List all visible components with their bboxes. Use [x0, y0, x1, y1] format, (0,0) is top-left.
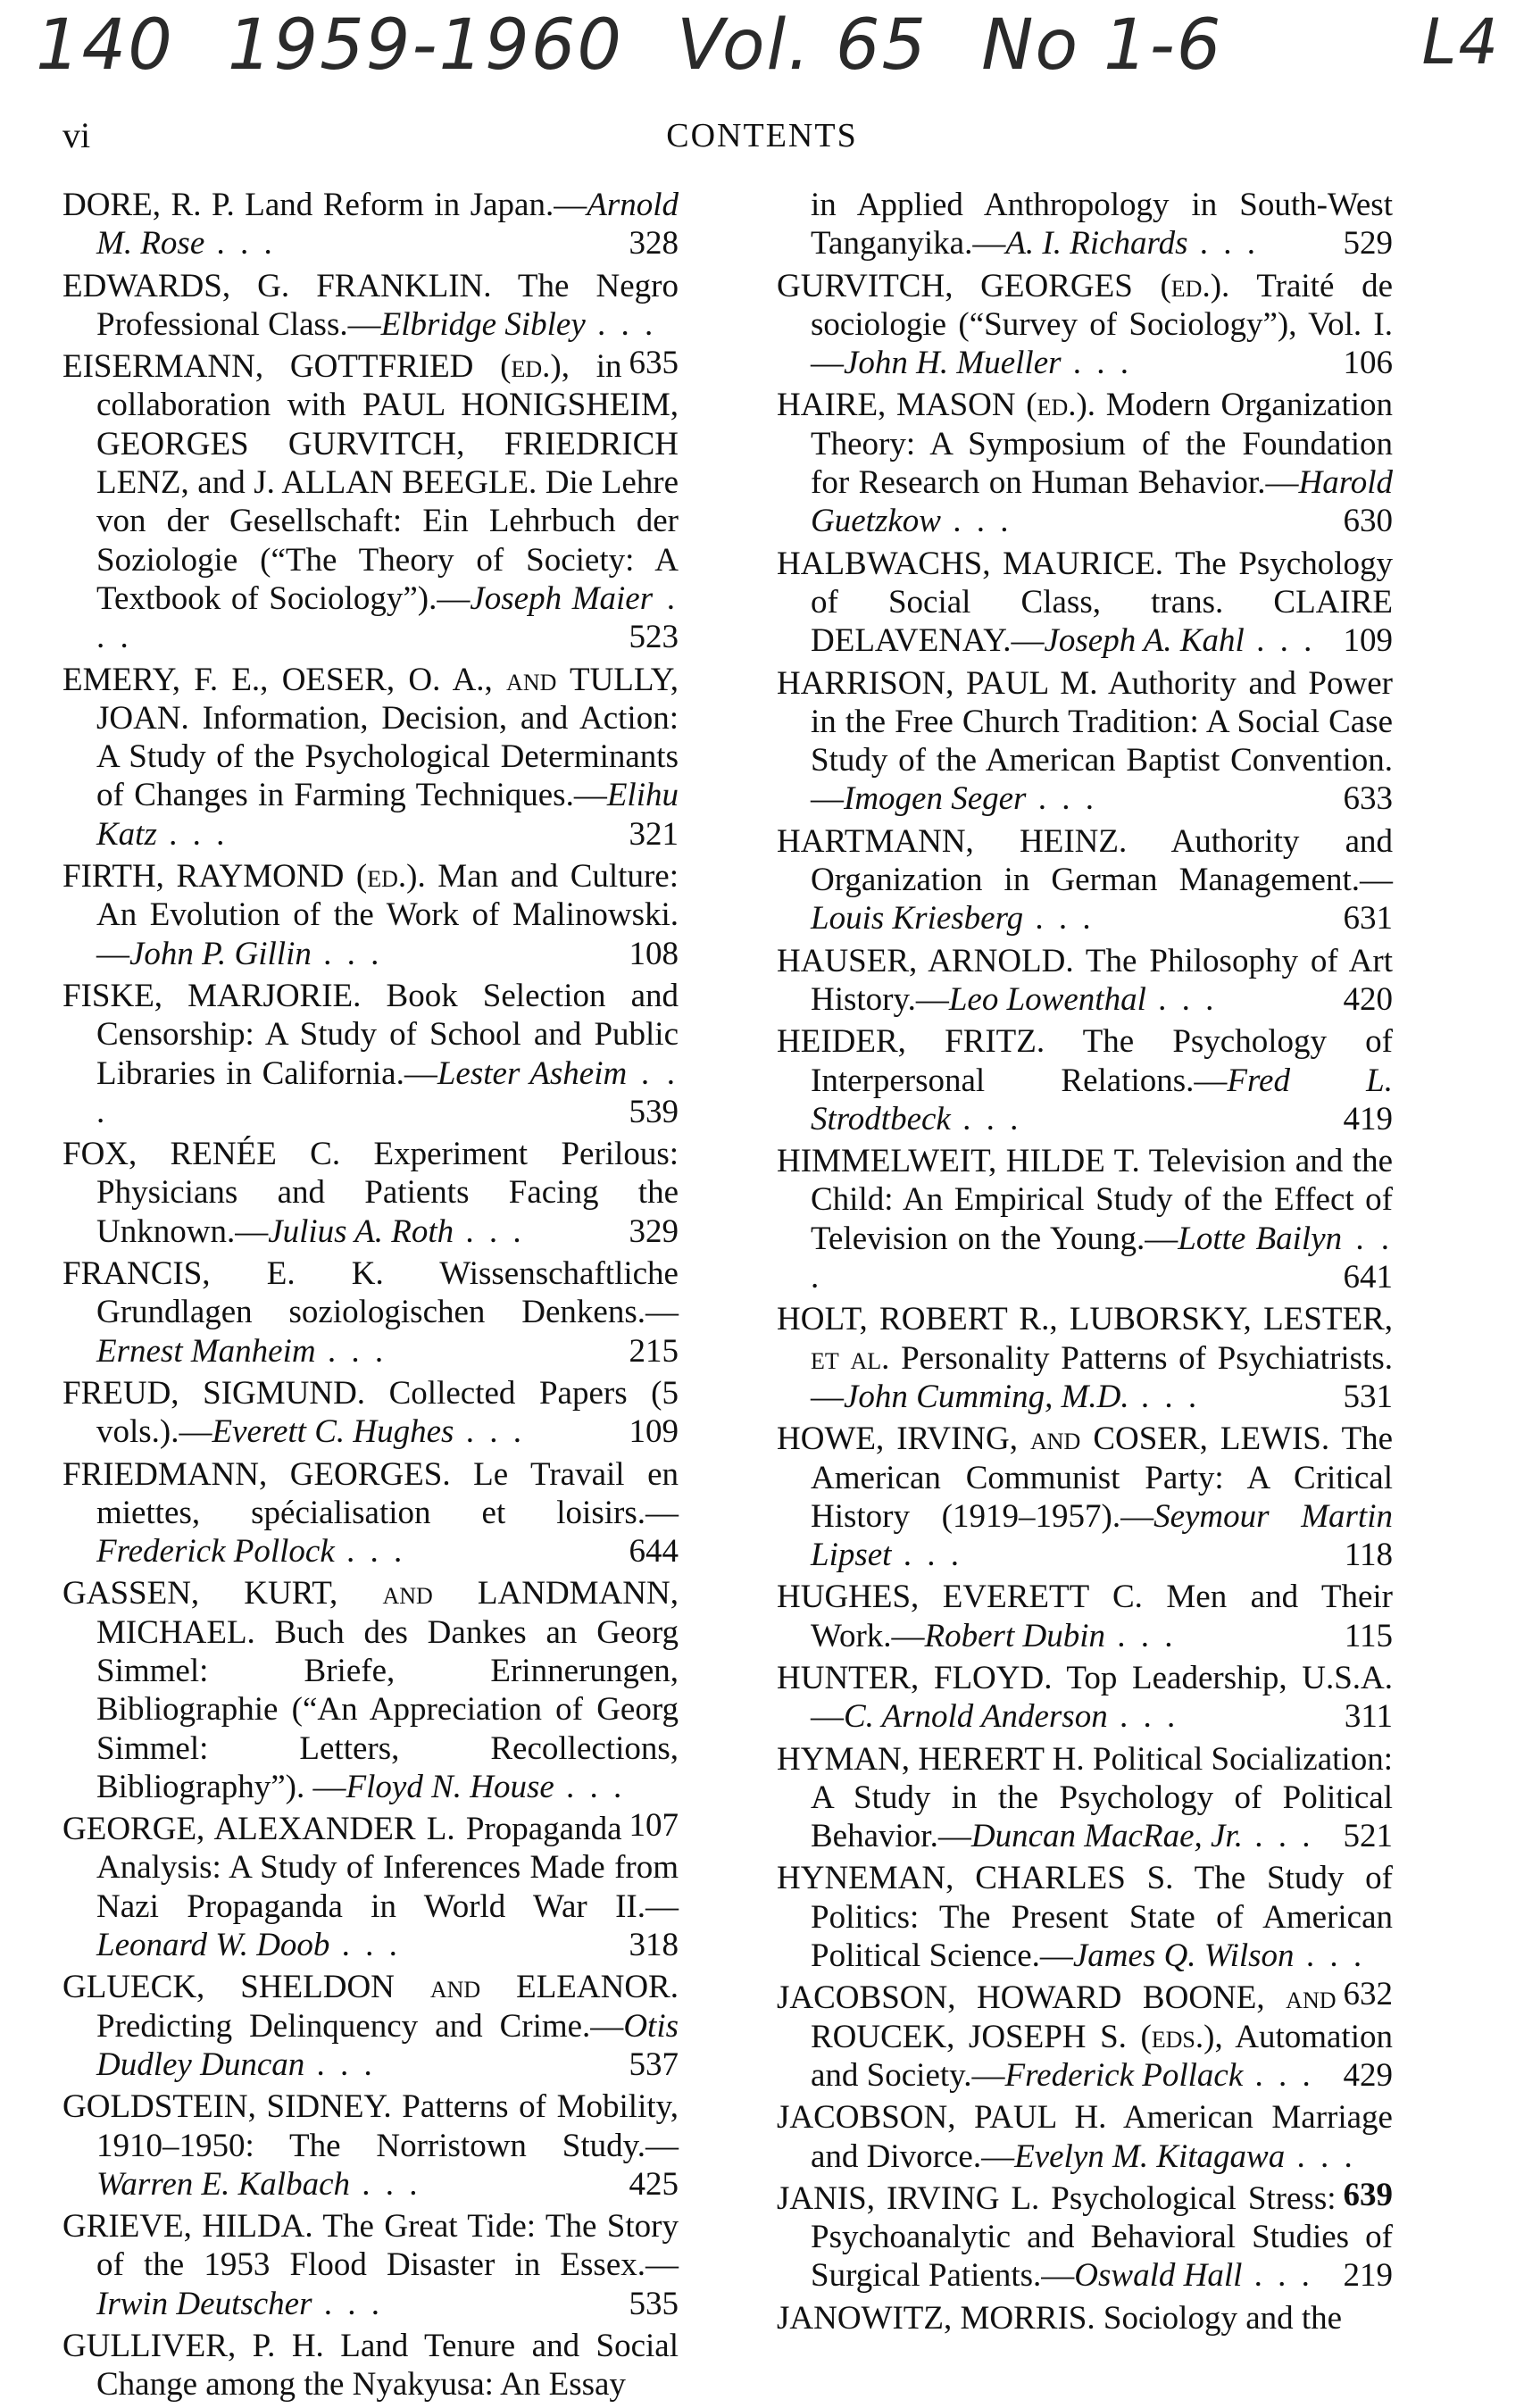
- entry-author: GURVITCH, GEORGES (ed.).: [777, 267, 1230, 304]
- entry-reviewer: Elihu Katz: [96, 777, 679, 853]
- index-entry: [62, 2327, 679, 2404]
- entry-reviewer: Irwin Deutscher: [96, 2285, 312, 2322]
- leader-dots: . . .: [1242, 1818, 1314, 1855]
- leader-dots: . . .: [940, 503, 1012, 540]
- entry-title: Personality Patterns of Psychiatrists. —: [811, 1339, 1393, 1415]
- annotation-call-number: 140: [36, 5, 174, 86]
- entry-author: HUGHES, EVERETT C.: [777, 1579, 1143, 1616]
- entry-page-number: 531: [1337, 1378, 1394, 1416]
- running-header: CONTENTS: [666, 117, 858, 154]
- entry-title: Land Reform in Japan.—: [245, 187, 587, 223]
- annotation-volume: Vol. 65: [677, 5, 929, 86]
- entry-page-number: 106: [1337, 344, 1394, 382]
- index-entry: [777, 1740, 1393, 1856]
- leader-dots: . . .: [1294, 1937, 1366, 1975]
- leader-dots: . . .: [1243, 2056, 1314, 2094]
- entry-reviewer: Julius A. Roth: [268, 1212, 454, 1250]
- entry-page-number: 539: [622, 1093, 679, 1131]
- entry-title: Predicting Delinquency and Crime.—: [96, 2007, 624, 2045]
- entry-title: Propaganda Analysis: A Study of Inferences Made from Nazi Propaganda in World War II.—: [96, 1811, 679, 1925]
- entry-author: FISKE, MARJORIE.: [62, 977, 362, 1014]
- leader-dots: . . .: [1285, 2137, 1356, 2175]
- entry-author: FRIEDMANN, GEORGES.: [62, 1455, 451, 1493]
- entry-page-number: 632: [1337, 1975, 1394, 2013]
- entry-author: HYNEMAN, CHARLES S.: [777, 1860, 1174, 1897]
- entry-author: HYMAN, HERERT H.: [777, 1740, 1085, 1778]
- leader-dots: . . .: [1023, 900, 1095, 937]
- entry-reviewer: Leo Lowenthal: [948, 980, 1146, 1018]
- entry-page-number: 215: [622, 1332, 679, 1371]
- entry-reviewer: Frederick Pollock: [96, 1533, 335, 1571]
- entry-reviewer: Louis Kriesberg: [811, 900, 1024, 937]
- entry-title: Traité de sociologie (“Survey of Sociology”), Vol. I. —: [811, 267, 1393, 382]
- entry-page-number: 115: [1337, 1617, 1393, 1655]
- leader-dots: . . .: [950, 1100, 1022, 1137]
- entry-title: Sociology and the: [1103, 2299, 1343, 2337]
- entry-reviewer: Lester Asheim: [437, 1054, 628, 1092]
- entry-page-number: 109: [622, 1412, 679, 1451]
- entry-page-number: 311: [1337, 1697, 1393, 1736]
- leader-dots: . . .: [311, 935, 383, 972]
- entry-author: HARRISON, PAUL M.: [777, 664, 1098, 702]
- entry-author: GASSEN, KURT, and LANDMANN, MICHAEL.: [62, 1575, 679, 1651]
- entry-reviewer: John Cumming, M.D.: [844, 1378, 1129, 1415]
- entry-page-number: 329: [622, 1212, 679, 1251]
- index-entry: [777, 2299, 1393, 2337]
- index-entry: [777, 545, 1393, 661]
- index-entry: [777, 1022, 1393, 1138]
- entry-page-number: 419: [1337, 1100, 1394, 1138]
- leader-dots: . . .: [811, 1220, 1394, 1296]
- annotation-years: 1959-1960: [227, 5, 624, 86]
- index-entry: [62, 661, 679, 854]
- entry-author: JANOWITZ, MORRIS.: [777, 2299, 1095, 2337]
- entry-author: DORE, R. P.: [62, 187, 235, 223]
- entry-title: The American Communist Party: A Critical History (1919–1957).—: [811, 1421, 1393, 1535]
- entry-author: JACOBSON, HOWARD BOONE, and ROUCEK, JOSEPH S. (eds.),: [777, 1979, 1337, 2055]
- leader-dots: . . .: [454, 1413, 525, 1451]
- leader-dots: . . .: [1244, 622, 1316, 660]
- entry-reviewer: Everett C. Hughes: [212, 1413, 454, 1451]
- entry-page-number: 425: [622, 2165, 679, 2204]
- entry-author: FRANCIS, E. K.: [62, 1255, 384, 1293]
- leader-dots: . . .: [1026, 780, 1097, 818]
- index-entry: [777, 1578, 1393, 1655]
- entry-author: HOLT, ROBERT R., LUBORSKY, LESTER, et al.: [777, 1301, 1393, 1377]
- entry-author: EDWARDS, G. FRANKLIN.: [62, 267, 492, 304]
- entry-author: GEORGE, ALEXANDER L.: [62, 1811, 455, 1848]
- entry-title: Top Leadership, U.S.A.—: [811, 1659, 1393, 1736]
- entry-title: Le Travail en miettes, spécialisation et loisirs.—: [96, 1455, 679, 1531]
- entry-title: Land Tenure and Social Change among the Nyakyusa: An Essay: [96, 2328, 679, 2404]
- entry-title: Authority and Power in the Free Church Tradition: A Social Case Study of the American Baptist Convention.—: [811, 664, 1393, 818]
- entry-reviewer: Elbridge Sibley: [380, 305, 586, 343]
- entry-page-number: 429: [1337, 2056, 1394, 2095]
- index-entry: [777, 386, 1393, 540]
- entry-title: Man and Culture: An Evolution of the Work of Malinowski.—: [96, 858, 679, 972]
- entry-title: Modern Organization Theory: A Symposium of the Foundation for Research on Human Behavior.—: [811, 387, 1394, 502]
- entry-reviewer: Duncan MacRae, Jr.: [970, 1818, 1243, 1855]
- entry-title: Patterns of Mobility, 1910–1950: The Norristown Study.—: [96, 2088, 679, 2164]
- entry-title: Collected Papers (5 vols.).—: [96, 1374, 679, 1451]
- leader-dots: . . .: [1242, 2257, 1313, 2295]
- entry-title: Information, Decision, and Action: A Study of the Psychological Determinants of Changes in Farming Techniques.—: [96, 699, 679, 814]
- entry-page-number: 529: [1337, 224, 1394, 262]
- entry-title: Psychological Stress: Psychoanalytic and Behavioral Studies of Surgical Patients.—: [811, 2179, 1393, 2295]
- entry-title: The Philosophy of Art History.—: [811, 942, 1393, 1018]
- entry-author: GLUECK, SHELDON and ELEANOR.: [62, 1969, 679, 2006]
- entry-page-number: 641: [1337, 1258, 1394, 1296]
- index-entry: [62, 1455, 679, 1571]
- index-entry: [62, 186, 679, 263]
- index-entry: [777, 1659, 1393, 1737]
- index-entry: [62, 977, 679, 1131]
- leader-dots: . . .: [304, 2046, 376, 2083]
- entry-author: EMERY, F. E., OESER, O. A., and TULLY, JOAN.: [62, 661, 679, 737]
- entry-page-number: 318: [622, 1926, 679, 1964]
- entry-reviewer: Ernest Manheim: [96, 1332, 316, 1370]
- entry-reviewer: Seymour Martin Lipset: [811, 1497, 1393, 1574]
- entry-reviewer: Otis Dudley Duncan: [96, 2007, 679, 2083]
- index-entry: [777, 186, 1393, 263]
- entry-reviewer: Oswald Hall: [1074, 2257, 1243, 2295]
- leader-dots: . . .: [312, 2285, 383, 2322]
- entry-reviewer: Floyd N. House: [346, 1768, 554, 1805]
- index-entry: [62, 1135, 679, 1251]
- entry-page-number: 644: [622, 1532, 679, 1571]
- entry-page-number: 537: [622, 2046, 679, 2084]
- leader-dots: . . .: [585, 305, 657, 343]
- index-entry: [777, 1859, 1393, 2013]
- entry-page-number: 523: [622, 618, 679, 656]
- entry-reviewer: James Q. Wilson: [1072, 1937, 1295, 1975]
- entry-author: HAIRE, MASON (ed.).: [777, 387, 1096, 424]
- entry-title: Political Socialization: A Study in the Psychology of Political Behavior.—: [811, 1740, 1393, 1855]
- entry-reviewer: A. I. Richards: [1005, 225, 1188, 262]
- entry-page-number: 535: [622, 2285, 679, 2323]
- entry-page-number: 633: [1337, 779, 1394, 818]
- entry-title: The Great Tide: The Story of the 1953 Flood Disaster in Essex.—: [96, 2208, 679, 2284]
- index-entry: [62, 1810, 679, 1964]
- leader-dots: . . .: [554, 1768, 626, 1805]
- entry-page-number: 328: [622, 224, 679, 262]
- entry-author: FIRTH, RAYMOND (ed.).: [62, 858, 426, 896]
- leader-dots: . . .: [96, 579, 679, 656]
- index-entry: [62, 1254, 679, 1371]
- entry-author: HAUSER, ARNOLD.: [777, 942, 1074, 979]
- leader-dots: . . .: [315, 1332, 387, 1370]
- entry-title: Book Selection and Censorship: A Study of School and Public Libraries in California.—: [96, 977, 679, 1092]
- index-entry: [777, 1420, 1393, 1574]
- index-entry: [62, 1374, 679, 1452]
- entry-page-number: 219: [1337, 2256, 1394, 2295]
- leader-dots: . . .: [334, 1533, 406, 1571]
- entry-title: in collaboration with PAUL HONIGSHEIM, GEORGES GURVITCH, FRIEDRICH LENZ, and J. ALLAN BEEGLE. Die Lehre von der Gesellschaft: Ein Lehrbuch der Soziologie (“The Theory of Society: A Textbook of Sociology”).—: [96, 348, 679, 617]
- entry-author: GRIEVE, HILDA.: [62, 2208, 313, 2246]
- entry-title: Wissenschaftliche Grundlagen soziologischen Denkens.—: [96, 1255, 679, 1331]
- entry-author: JANIS, IRVING L.: [777, 2179, 1040, 2217]
- entry-reviewer: Frederick Pollack: [1004, 2056, 1244, 2094]
- leader-dots: . . .: [1145, 980, 1218, 1018]
- entry-reviewer: Leonard W. Doob: [96, 1927, 330, 1964]
- leader-dots: . . .: [96, 1054, 679, 1130]
- index-entry: [62, 1968, 679, 2084]
- leader-dots: . . .: [204, 225, 276, 262]
- entry-page-number: 118: [1337, 1536, 1393, 1574]
- index-entry: [777, 267, 1393, 383]
- leader-dots: . . .: [329, 1927, 401, 1964]
- entry-author: HOWE, IRVING, and COSER, LEWIS.: [777, 1421, 1330, 1458]
- entry-reviewer: Robert Dubin: [924, 1617, 1105, 1654]
- entry-reviewer: Warren E. Kalbach: [96, 2165, 351, 2203]
- entry-page-number: 109: [1337, 621, 1394, 660]
- entry-reviewer: Joseph A. Kahl: [1044, 622, 1245, 660]
- entry-page-number: 635: [622, 344, 679, 382]
- entry-page-number: 321: [622, 815, 679, 854]
- entry-title: in Applied Anthropology in South-West Tanganyika.—: [811, 187, 1393, 262]
- entry-reviewer: Fred L. Strodtbeck: [811, 1062, 1393, 1137]
- leader-dots: . . .: [1128, 1378, 1201, 1415]
- entry-author: HIMMELWEIT, HILDE T.: [777, 1143, 1140, 1180]
- index-entry: [777, 942, 1393, 1020]
- index-entry: [777, 1300, 1393, 1416]
- entry-title: Television and the Child: An Empirical Study of the Effect of Television on the Young.—: [811, 1143, 1393, 1257]
- page-number: vi: [62, 115, 91, 155]
- entry-reviewer: Imogen Seger: [844, 780, 1027, 818]
- entry-title: The Psychology of Social Class, trans. CLAIRE DELAVENAY.—: [811, 545, 1393, 660]
- entry-reviewer: Evelyn M. Kitagawa: [1014, 2137, 1286, 2175]
- index-entry: [777, 822, 1393, 938]
- leader-dots: . . .: [350, 2165, 421, 2203]
- entry-reviewer: Lotte Bailyn: [1178, 1220, 1343, 1257]
- index-entry: [62, 857, 679, 973]
- entry-title: The Study of Politics: The Present State of American Political Science.—: [811, 1860, 1393, 1975]
- leader-dots: . . .: [156, 815, 229, 853]
- entry-author: FOX, RENÉE C.: [62, 1136, 341, 1173]
- entry-author: HARTMANN, HEINZ.: [777, 822, 1128, 860]
- entry-reviewer: C. Arnold Anderson: [844, 1698, 1108, 1736]
- index-entry: [777, 664, 1393, 819]
- entry-author: JACOBSON, PAUL H.: [777, 2099, 1107, 2137]
- entry-title: Men and Their Work.—: [811, 1579, 1393, 1654]
- entry-title: Automation and Society.—: [811, 2018, 1393, 2094]
- entry-reviewer: John P. Gillin: [129, 935, 312, 972]
- entry-reviewer: Arnold M. Rose: [96, 187, 679, 262]
- index-entry: [777, 2179, 1393, 2296]
- leader-dots: . . .: [1061, 345, 1133, 382]
- entry-title: Authority and Organization in German Management.—: [811, 822, 1394, 899]
- leader-dots: . . .: [454, 1212, 525, 1250]
- entry-title: The Psychology of Interpersonal Relations.—: [811, 1023, 1393, 1099]
- entry-author: HALBWACHS, MAURICE.: [777, 545, 1164, 582]
- index-entry: [777, 1142, 1393, 1296]
- entry-author: GOLDSTEIN, SIDNEY.: [62, 2088, 392, 2126]
- index-entry: [777, 1979, 1393, 2095]
- entry-title: American Marriage and Divorce.—: [811, 2099, 1393, 2175]
- entry-page-number: 108: [622, 935, 679, 973]
- entry-author: FREUD, SIGMUND.: [62, 1374, 366, 1412]
- annotation-shelf: L4: [1421, 5, 1500, 79]
- entry-page-number: 630: [1337, 502, 1394, 540]
- leader-dots: . . .: [1107, 1698, 1179, 1736]
- leader-dots: . . .: [891, 1537, 962, 1574]
- index-entry: [62, 2207, 679, 2323]
- leader-dots: . . .: [1104, 1617, 1177, 1654]
- entry-title: Experiment Perilous: Physicians and Patients Facing the Unknown.—: [96, 1136, 679, 1250]
- right-column: [777, 186, 1393, 2341]
- annotation-issues: No 1-6: [981, 5, 1223, 86]
- entry-author: HEIDER, FRITZ.: [777, 1023, 1045, 1061]
- entry-page-number: 631: [1337, 899, 1394, 937]
- entry-reviewer: Joseph Maier: [470, 579, 654, 617]
- entry-reviewer: John H. Mueller: [844, 345, 1062, 382]
- entry-author: HUNTER, FLOYD.: [777, 1659, 1053, 1696]
- entry-page-number: 107: [622, 1806, 679, 1845]
- entry-title: The Negro Professional Class.—: [96, 267, 679, 343]
- entry-author: GULLIVER, P. H.: [62, 2328, 324, 2365]
- entry-page-number: 420: [1337, 980, 1394, 1019]
- entry-reviewer: Harold Guetzkow: [811, 464, 1393, 540]
- entry-page-number: 521: [1337, 1817, 1394, 1855]
- index-entry: [62, 2087, 679, 2204]
- entry-page-number: 639: [1337, 2176, 1394, 2214]
- index-entry: [62, 347, 679, 656]
- leader-dots: . . .: [1187, 225, 1259, 262]
- entry-author: EISERMANN, GOTTFRIED (ed.),: [62, 348, 570, 386]
- left-column: [62, 186, 679, 2408]
- entry-title: Buch des Dankes an Georg Simmel: Briefe, Erinnerungen, Bibliographie (“An Appreciation of Georg Simmel: Letters, Recollections, Bibliography”). —: [96, 1613, 679, 1805]
